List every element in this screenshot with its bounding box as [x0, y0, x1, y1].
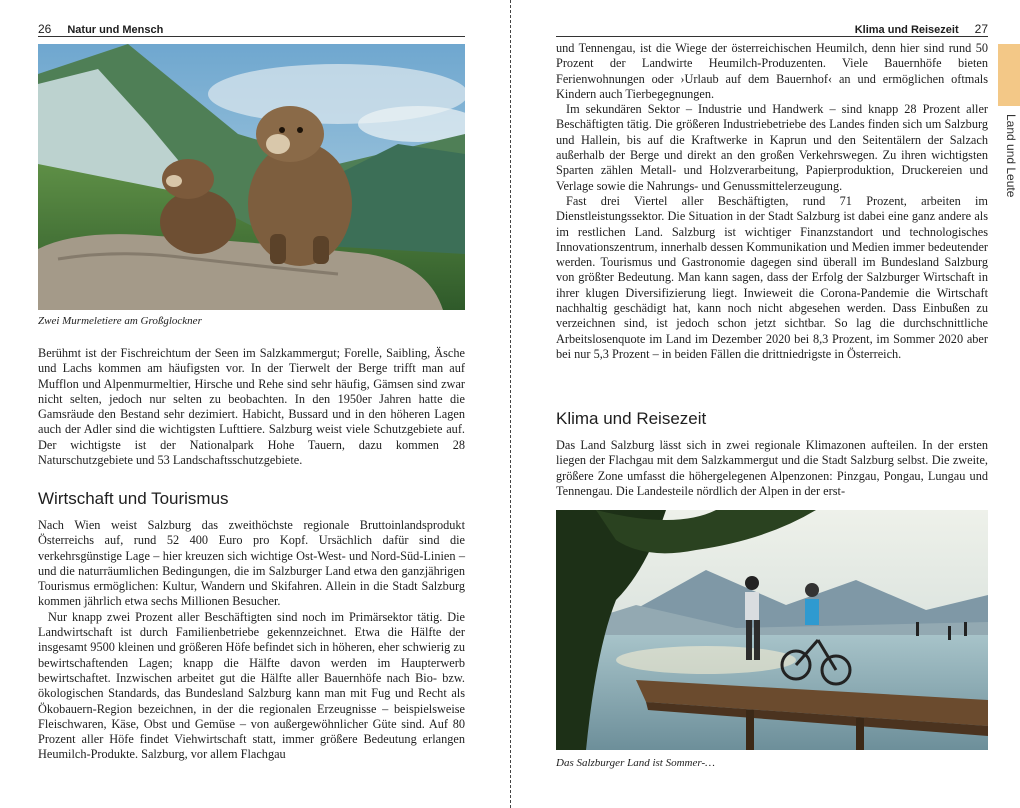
photo-caption: Zwei Murmeletiere am Großglockner	[38, 315, 202, 327]
section-title: Klima und Reisezeit	[854, 24, 959, 36]
lake-cyclists-photo-icon	[556, 510, 988, 750]
running-head-right	[556, 20, 988, 37]
body-text-block	[38, 518, 465, 763]
paragraph: Nur knapp zwei Prozent aller Beschäftigten sind noch im Primärsektor tätig. Die Landwirtschaft ist durch Familienbetriebe gekennzeichnet. Etwa die Hälfte der insgesamt 9500 kleinen und größeren Höfe befindet sich in höheren, eher schwierig zu bewirtschaftenden Lagen; knapp die Hälfte davon werden im Haupterwerb bewirtschaftet. Inzwischen arbeitet gut die Hälfte aller Bauernhöfe nach Bio- bzw. ökologischen Standards, das Bundesland Salzburg kann man mit Fug und Recht als Ökobauern-Region bezeichnen, in der die regionalen Erzeugnisse – beispielsweise Fleischwaren, Käse, Obst und Gemüse – von außergewöhnlicher Güte sind. Auf 80 Prozent aller Höfe findet Viehwirtschaft statt, immer größere Bedeutung erlangen Heumilch-Produkte. Salzburg, vor allem Flachgau	[38, 609, 465, 762]
body-text-block	[556, 438, 988, 499]
paragraph: Fast drei Viertel aller Beschäftigten, rund 71 Prozent, arbeiten im Dienstleistungssektor. Die Situation in der Stadt Salzburg ist dabei eine ganz andere als im restlichen Land. Salzburg ist wichtiger Finanzstandort und technologisches Innovationszentrum, innerhalb dessen Kommunikation und Medien immer bedeutender werden. Tourismus und Gastronomie dagegen sind überall im Bundesland Salzburg von größter Bedeutung. Man kann sagen, dass der Erfolg der Salzburger Wirtschaft in ihrer klugen Diversifizierung liegt. Inwieweit die Corona-Pandemie die Wirtschaft nachhaltig geschädigt hat, kann noch nicht abgesehen werden. Dass Einbußen zu verzeichnen sind, ist jedoch schon jetzt sichtbar. So lag die durchschnittliche Arbeitslosenquote im Land im Dezember 2020 bei 8,3 Prozent, im Sommer 2020 aber bei nur 5,3 Prozent – in beiden Fällen die drittniedrigste in Österreich.	[556, 193, 988, 361]
right-page	[510, 0, 1020, 808]
page-number: 26	[38, 22, 52, 36]
paragraph: Im sekundären Sektor – Industrie und Handwerk – sind knapp 28 Prozent aller Beschäftigten tätig. Die größeren Industriebetriebe des Landes finden sich um Salzburg und Hallein, bis auf die Kraftwerke in Kaprun und den Seitentälern der Salzach außerhalb der Berge und direkt an den großen Verkehrswegen. Zu ihren wichtigsten Sparten zählen Metall- und Holzverarbeitung, Papierproduktion, Druckereien und Verlage sowie die Nahrungs- und Genussmittelerzeugung.	[556, 102, 988, 193]
chapter-side-label: Land und Leute	[1004, 114, 1018, 198]
body-text-block	[556, 41, 988, 362]
body-text-block	[38, 346, 465, 468]
section-heading: Wirtschaft und Tourismus	[38, 489, 229, 508]
page-number: 27	[974, 22, 988, 36]
section-title: Natur und Mensch	[67, 24, 164, 36]
running-head-left	[38, 20, 465, 37]
section-heading: Klima und Reisezeit	[556, 409, 707, 428]
chapter-tab	[998, 44, 1020, 106]
marmots-photo-icon	[38, 44, 465, 310]
paragraph: Berühmt ist der Fischreichtum der Seen im Salzkammergut; Forelle, Saibling, Äsche und Lachs kommen am häufigsten vor. In der Tierwelt der Berge trifft man auf Mufflon und Alpenmurmeltier, Hirsche und Rehe sind sehr häufig, Gämsen sind zwar nicht selten, jedoch nur selten zu beobachten. In den 1950er Jahren hatte die Gamsräude den Bestand sehr dezimiert. Habicht, Bussard und in den höheren Lagen auch der Adler sind die wichtigsten Lufttiere. Salzburg weist viele Schutzgebiete auf. Der wichtigste ist der Nationalpark Hohe Tauern, dazu kommen 28 Naturschutzgebiete und 53 Landschaftsschutzgebiete.	[38, 346, 465, 468]
paragraph: und Tennengau, ist die Wiege der österreichischen Heumilch, denn hier sind rund 50 Prozent der Landwirte Heumilch-Produzenten. Viele Bauernhöfe bieten Ferienwohnungen oder ›Urlaub auf dem Bauernhof‹ an und ermöglichen oftmals Kindern auch Tierbegegnungen.	[556, 41, 988, 101]
photo-caption: Das Salzburger Land ist Sommer-…	[556, 757, 715, 769]
paragraph: Das Land Salzburg lässt sich in zwei regionale Klimazonen aufteilen. In der ersten liegen der Flachgau mit dem Salzkammergut und die Stadt Salzburg selbst. Die zweite, größere Zone umfasst die höhergelegenen Alpenzonen: Pinzgau, Pongau, Lungau und Tennengau. Die Landesteile nördlich der Alpen in der erst-	[556, 438, 988, 498]
paragraph: Nach Wien weist Salzburg das zweithöchste regionale Bruttoinlandsprodukt Österreichs auf, rund 52 400 Euro pro Kopf. Ursächlich dafür sind die verkehrsgünstige Lage – hier kreuzen sich wichtige Ost-West- und Nord-Süd-Linien – und die naturräumlichen Bedingungen, die im Salzburger Land etwa den ganzjährigen Tourismus ermöglichen: Kultur, Wandern und Skifahren. Allein in die Stadt Salzburg kommen jährlich etwa sechs Millionen Besucher.	[38, 518, 465, 609]
